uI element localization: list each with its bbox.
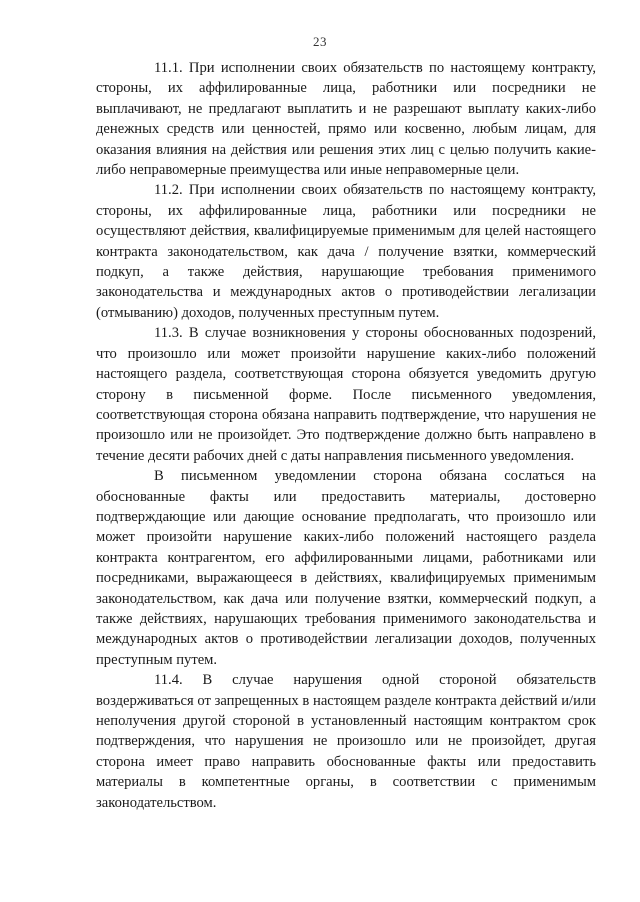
paragraph-11-1: 11.1. При исполнении своих обязательств по настоящему контракту, стороны, их аффилированные лица, работники или посредники не выплачивают, не предлагают выплатить и не разрешают выплату каких-либо денежных средств или ценностей, прямо или косвенно, любым лицам, для оказания влияния на действия или решения этих лиц с целью получить какие-либо неправомерные преимущества или иные неправомерные цели.: [96, 60, 596, 179]
paragraph-11-4: 11.4. В случае нарушения одной стороной обязательств воздерживаться от запрещенных в настоящем разделе контракта действий и/или неполучения другой стороной в установленный настоящим контрактом срок подтверждения, что нарушения не произошло или не произойдет, другая сторона имеет право направить обоснованные факты или предоставить материалы в компетентные органы, в соответствии с применимым законодательством.: [96, 672, 596, 811]
paragraph-notification: В письменном уведомлении сторона обязана сослаться на обоснованные факты или предоставить материалы, достоверно подтверждающие или дающие основание предполагать, что произошло или может произойти нарушение каких-либо положений настоящего раздела контракта контрагентом, его аффилированными лицами, работниками или посредниками, выражающееся в действиях, квалифицируемых применимым законодательством, как дача или получение взятки, коммерческий подкуп, а также действиях, нарушающих требования применимого законодательства и международных актов о противодействии легализации доходов, полученных преступным путем.: [96, 468, 596, 668]
paragraph-11-2: 11.2. При исполнении своих обязательств по настоящему контракту, стороны, их аффилированные лица, работники или посредники не осуществляют действия, квалифицируемые применимым для целей настоящего контракта законодательством, как дача / получение взятки, коммерческий подкуп, а также действия, нарушающие требования применимого законодательства и международных актов о противодействии легализации (отмыванию) доходов, полученных преступным путем.: [96, 182, 596, 321]
paragraph-11-3: 11.3. В случае возникновения у стороны обоснованных подозрений, что произошло или может произойти нарушение каких-либо положений настоящего раздела, соответствующая сторона обязуется уведомить другую сторону в письменной форме. После письменного уведомления, соответствующая сторона обязана направить подтверждение, что нарушения не произошло или не произойдет. Это подтверждение должно быть направлено в течение десяти рабочих дней с даты направления письменного уведомления.: [96, 325, 596, 464]
page-number: 23: [313, 34, 327, 49]
document-body: [96, 58, 596, 813]
